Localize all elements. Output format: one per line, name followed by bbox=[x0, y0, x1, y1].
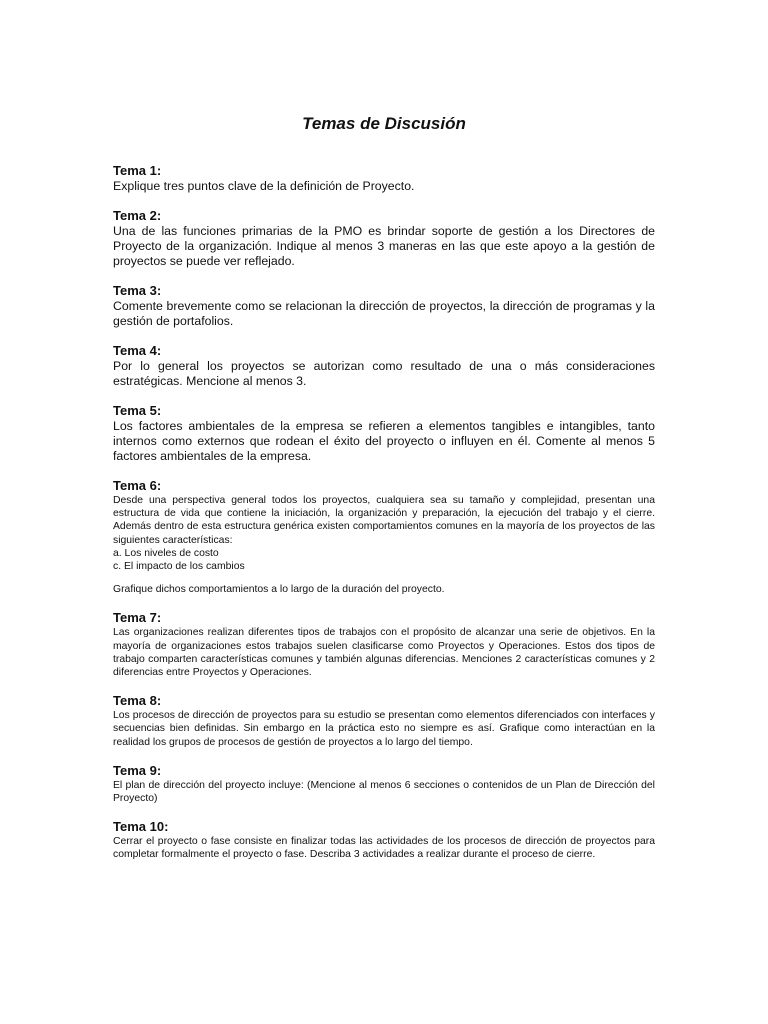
topic-heading: Tema 6: bbox=[113, 478, 162, 493]
topic-text: Las organizaciones realizan diferentes tipos de trabajos con el propósito de alcanzar una serie de objetivos. En la mayoría de organizaciones estos trabajos suelen clasificarse como Proyectos y Operaciones. Estos dos tipos de trabajo comparten características comunes y también algunas diferencias. Menciones 2 características comunes y 2 diferencias entre Proyectos y Operaciones. bbox=[113, 627, 655, 679]
topic-heading: Tema 4: bbox=[113, 343, 162, 358]
topic-heading: Tema 5: bbox=[113, 403, 162, 418]
topic-text: Los procesos de dirección de proyectos para su estudio se presentan como elementos diferenciados con interfaces y secuencias bien definidas. Sin embargo en la práctica esto no siempre es así. Grafique como interactúan en la realidad los grupos de procesos de gestión de proyectos a lo largo del tiempo. bbox=[113, 710, 655, 748]
topic-heading: Tema 3: bbox=[113, 283, 162, 298]
topic-2 bbox=[113, 208, 655, 269]
topic-text: El plan de dirección del proyecto incluye: (Mencione al menos 6 secciones o contenidos de un Plan de Dirección del Proyecto) bbox=[113, 779, 655, 805]
topic-heading: Tema 2: bbox=[113, 208, 162, 223]
page-title: Temas de Discusión bbox=[302, 114, 466, 133]
topic-3 bbox=[113, 283, 655, 329]
topic-heading: Tema 7: bbox=[113, 610, 162, 626]
topic-heading: Tema 9: bbox=[113, 762, 162, 778]
topic-9 bbox=[113, 763, 655, 805]
topic-text: Los factores ambientales de la empresa se refieren a elementos tangibles e intangibles, tanto internos como externos que rodean el éxito del proyecto o influyen en él. Comente al menos 5 factores ambientales de la empresa. bbox=[113, 419, 655, 463]
topic-heading: Tema 8: bbox=[113, 693, 162, 709]
topic-text: Explique tres puntos clave de la definición de Proyecto. bbox=[113, 179, 415, 193]
topic-extra-text: Grafique dichos comportamientos a lo largo de la duración del proyecto. bbox=[113, 584, 445, 596]
topic-text: Comente brevemente como se relacionan la dirección de proyectos, la dirección de programas y la gestión de portafolios. bbox=[113, 299, 655, 328]
topic-text: Cerrar el proyecto o fase consiste en finalizar todas las actividades de los procesos de dirección de proyectos para completar formalmente el proyecto o fase. Describa 3 actividades a realizar durante el proceso de cierre. bbox=[113, 836, 655, 861]
topic-7 bbox=[113, 610, 655, 679]
topic-heading: Tema 10: bbox=[113, 819, 169, 835]
topic-text: Una de las funciones primarias de la PMO es brindar soporte de gestión a los Directores de Proyecto de la organización. Indique al menos 3 maneras en las que este apoyo a la gestión de proyectos se puede ver reflejado. bbox=[113, 224, 655, 268]
topic-10 bbox=[113, 819, 655, 861]
topic-1 bbox=[113, 163, 655, 194]
topic-list bbox=[113, 163, 655, 876]
topic-5 bbox=[113, 403, 655, 464]
topic-heading: Tema 1: bbox=[113, 163, 162, 178]
topic-text: Por lo general los proyectos se autorizan como resultado de una o más consideraciones estratégicas. Mencione al menos 3. bbox=[113, 359, 655, 388]
topic-6 bbox=[113, 478, 655, 596]
topic-4 bbox=[113, 343, 655, 389]
topic-text: Desde una perspectiva general todos los proyectos, cualquiera sea su tamaño y complejidad, presentan una estructura de vida que contiene la iniciación, la organización y preparación, la ejecución del trabajo y el cierre. Además dentro de esta estructura genérica existen comportamientos comunes en la mayoría de los proyectos de las siguientes características: a. Los niveles de costo c. El impacto de los cambios bbox=[113, 495, 655, 573]
topic-8 bbox=[113, 693, 655, 749]
